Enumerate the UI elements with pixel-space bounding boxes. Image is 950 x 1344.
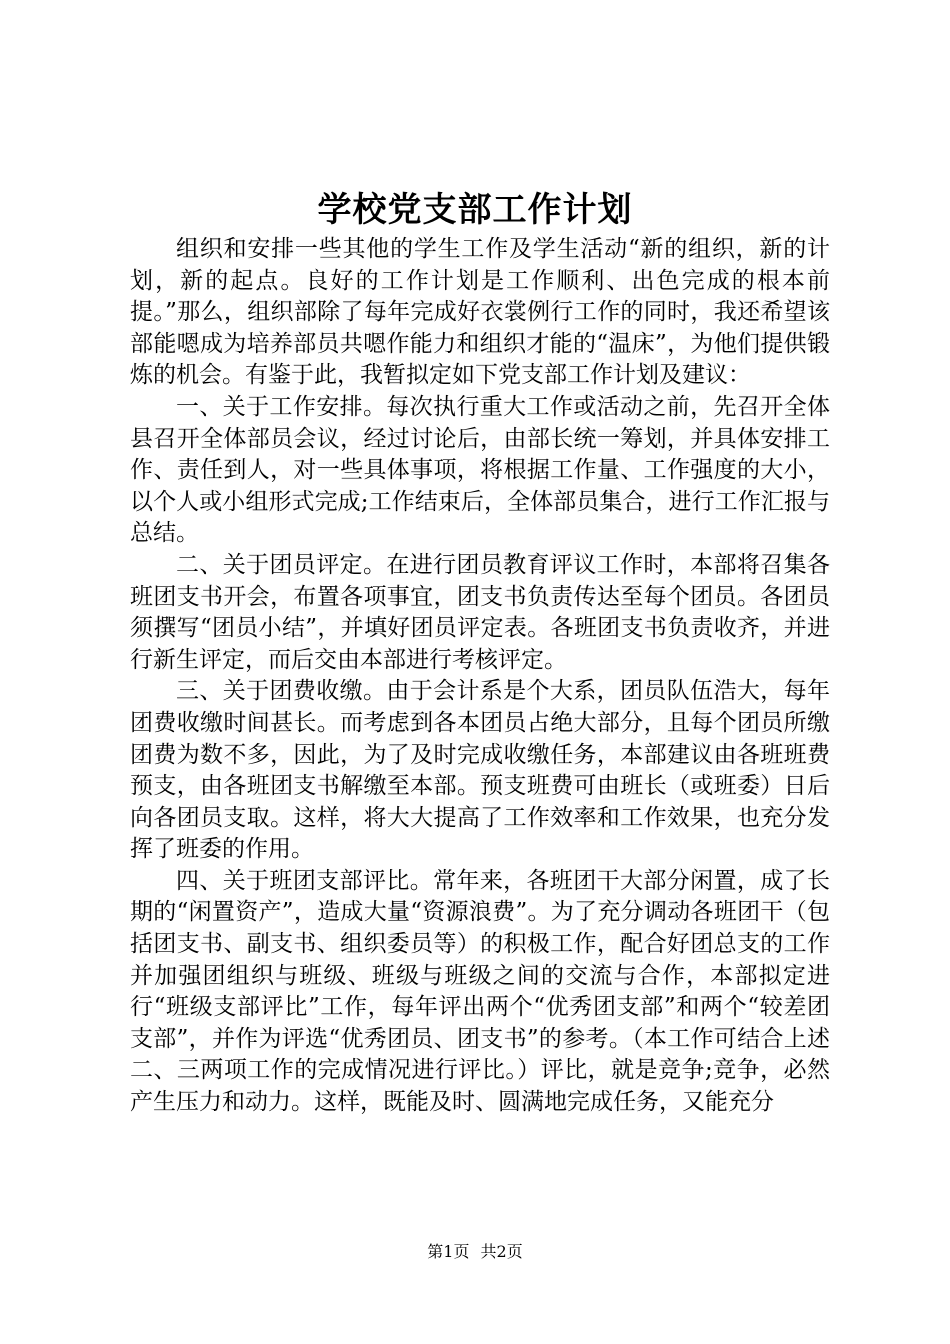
paragraph-fee-collection: 三、关于团费收缴。由于会计系是个大系，团员队伍浩大，每年团费收缴时间甚长。而考虑到各本团员占绝大部分，且每个团员所缴团费为数不多，因此，为了及时完成收缴任务，本部建议由各班班费预支，由各班团支书解缴至本部。预支班费可由班长（或班委）日后向各团员支取。这样，将大大提高了工作效率和工作效果，也充分发挥了班委的作用。	[130, 678, 830, 863]
document-title: 学校党支部工作计划	[317, 190, 633, 230]
page-number-total: 共2页	[480, 1242, 523, 1261]
paragraph-work-arrangement: 一、关于工作安排。每次执行重大工作或活动之前，先召开全体县召开全体部员会议，经过讨论后，由部长统一筹划，并具体安排工作、责任到人，对一些具体事项，将根据工作量、工作强度的大小，以个人或小组形式完成;工作结束后，全体部员集合，进行工作汇报与总结。	[130, 393, 830, 547]
page-number-current: 第1页	[427, 1242, 470, 1261]
paragraph-intro: 组织和安排一些其他的学生工作及学生活动“新的组织，新的计划，新的起点。良好的工作计划是工作顺利、出色完成的根本前提。”那么，组织部除了每年完成好衣裳例行工作的同时，我还希望该部能嗯成为培养部员共嗯作能力和组织才能的“温床”，为他们提供锻炼的机会。有鉴于此，我暂拟定如下党支部工作计划及建议：	[130, 236, 830, 389]
page-footer	[0, 1241, 950, 1263]
document-body	[130, 234, 830, 1119]
paragraph-member-evaluation: 二、关于团员评定。在进行团员教育评议工作时，本部将召集各班团支书开会，布置各项事宜，团支书负责传达至每个团员。各团员须撰写“团员小结”，并填好团员评定表。各班团支书负责收齐，并进行新生评定，而后交由本部进行考核评定。	[130, 551, 830, 673]
paragraph-branch-comparison: 四、关于班团支部评比。常年来，各班团干大部分闲置，成了长期的“闲置资产”，造成大量“资源浪费”。为了充分调动各班团干（包括团支书、副支书、组织委员等）的积极工作，配合好团总支的工作并加强团组织与班级、班级与班级之间的交流与合作，本部拟定进行“班级支部评比”工作，每年评出两个“优秀团支部”和两个“较差团支部”，并作为评选“优秀团员、团支书”的参考。（本工作可结合上述二、三两项工作的完成情况进行评比。）评比，就是竞争;竞争，必然产生压力和动力。这样，既能及时、圆满地完成任务，又能充分	[130, 867, 830, 1116]
